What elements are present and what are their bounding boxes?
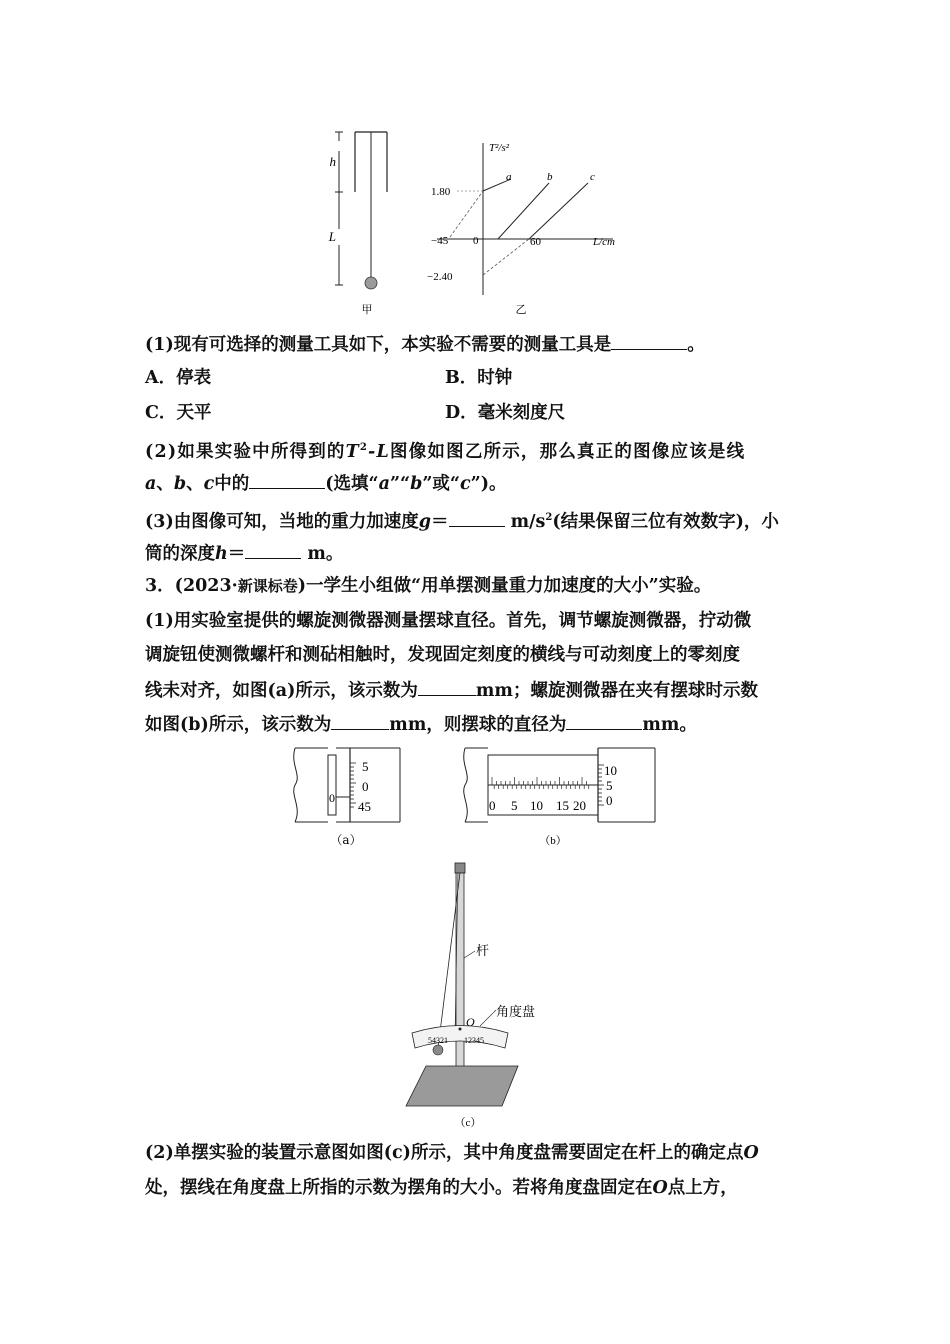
y-neg-label: −2.40 — [427, 271, 453, 283]
h-blank[interactable] — [245, 540, 301, 559]
figure-jia-pendulum-tube — [325, 125, 395, 320]
figure-a-micrometer — [290, 745, 405, 855]
q1-text: (1)现有可选择的测量工具如下，本实验不需要的测量工具是 — [145, 335, 612, 355]
b-tick-10: 10 — [604, 763, 617, 778]
q2-blank[interactable] — [249, 470, 325, 489]
line-a-label: a — [506, 171, 512, 183]
figure-b-micrometer — [460, 745, 660, 855]
rod-label: 杆 — [476, 943, 490, 958]
line-c-dashed — [483, 239, 529, 275]
b-scale-15: 15 — [556, 798, 569, 813]
figure-c-apparatus — [400, 858, 536, 1133]
option-a: A．停表 — [145, 368, 212, 388]
b-tick-5: 5 — [606, 778, 613, 793]
p3-s1-line-3: 线未对齐，如图(a)所示，该示数为 mm；螺旋测微器在夹有摆球时示数 — [145, 677, 810, 703]
q2-line-1: (2)如果实验中所得到的$T^2-L$图像如图乙所示，那么真正的图像应该是线 — [145, 441, 746, 462]
q2-line-2: a、b、c中的 (选填“a”“b”或“c”)。 — [145, 470, 810, 496]
origin-label: 0 — [473, 235, 479, 247]
p3-s1-line-4: 如图(b)所示，该示数为 mm，则摆球的直径为 mm。 — [145, 711, 810, 737]
caption-a: （a） — [330, 833, 362, 847]
line-a-dashed — [450, 191, 483, 237]
diameter-blank[interactable] — [566, 711, 642, 730]
pendulum-bob — [365, 277, 377, 289]
a-tick-45: 45 — [358, 799, 371, 814]
b-scale-0: 0 — [489, 798, 496, 813]
pendulum-ball — [433, 1045, 443, 1055]
caption-c: （c） — [454, 1117, 482, 1129]
line-c-label: c — [590, 171, 595, 183]
a-reading-blank[interactable] — [418, 677, 476, 696]
a-tick-5: 5 — [362, 759, 369, 774]
q3-line-1: (3)由图像可知，当地的重力加速度$g= m/s^2$(结果保留三位有效数字)，小 — [145, 506, 810, 534]
a-tick-0: 0 — [362, 779, 369, 794]
base-plate — [406, 1066, 518, 1106]
line-b-label: b — [547, 171, 553, 183]
p3-heading: 3．(2023·新课标卷)一学生小组做“用单摆测量重力加速度的大小”实验。 — [145, 576, 712, 596]
x-pos-label: 60 — [530, 236, 541, 248]
g-blank[interactable] — [449, 508, 505, 527]
b-tick-0: 0 — [606, 793, 613, 808]
a-fixed-zero: 0 — [329, 791, 335, 805]
p3-s1-line-1: (1)用实验室提供的螺旋测微器测量摆球直径。首先，调节螺旋测微器，拧动微 — [145, 611, 752, 631]
caption-jia: 甲 — [361, 304, 373, 316]
dial-left-numbers: 54321 — [428, 1036, 448, 1045]
line-b — [498, 183, 549, 239]
q3-line-2: 筒的深度h＝ m。 — [145, 540, 810, 566]
b-reading-blank[interactable] — [331, 711, 389, 730]
option-c: C．天平 — [145, 403, 212, 423]
x-neg-label: −45 — [431, 235, 449, 247]
q1-end: 。 — [687, 335, 705, 355]
b-scale-5: 5 — [511, 798, 518, 813]
s2-line-2: 处，摆线在角度盘上所指的示数为摆角的大小。若将角度盘固定在O点上方， — [145, 1178, 738, 1198]
q1-line — [145, 331, 810, 357]
caption-yi: 乙 — [515, 304, 527, 316]
caption-b: （b） — [539, 835, 567, 847]
b-scale-10: 10 — [530, 798, 543, 813]
L-label: L — [328, 229, 336, 244]
point-O-label: O — [466, 1015, 475, 1029]
figure-yi-graph — [425, 135, 625, 320]
h-label: h — [329, 154, 336, 169]
option-d: D．毫米刻度尺 — [445, 403, 566, 423]
y-pos-label: 1.80 — [431, 186, 451, 198]
dial-right-numbers: 12345 — [464, 1036, 484, 1045]
line-c — [529, 183, 588, 239]
q1-blank[interactable] — [611, 331, 687, 350]
option-b: B．时钟 — [445, 368, 513, 388]
x-axis-label: L/cm — [593, 236, 615, 248]
y-axis-label: T²/s² — [489, 142, 510, 154]
b-scale-20: 20 — [573, 798, 586, 813]
p3-s1-line-2: 调旋钮使测微螺杆和测砧相触时，发现固定刻度的横线与可动刻度上的零刻度 — [145, 645, 740, 665]
dial-label: 角度盘 — [496, 1004, 536, 1019]
s2-line-1: (2)单摆实验的装置示意图如图(c)所示，其中角度盘需要固定在杆上的确定点O — [145, 1143, 759, 1163]
